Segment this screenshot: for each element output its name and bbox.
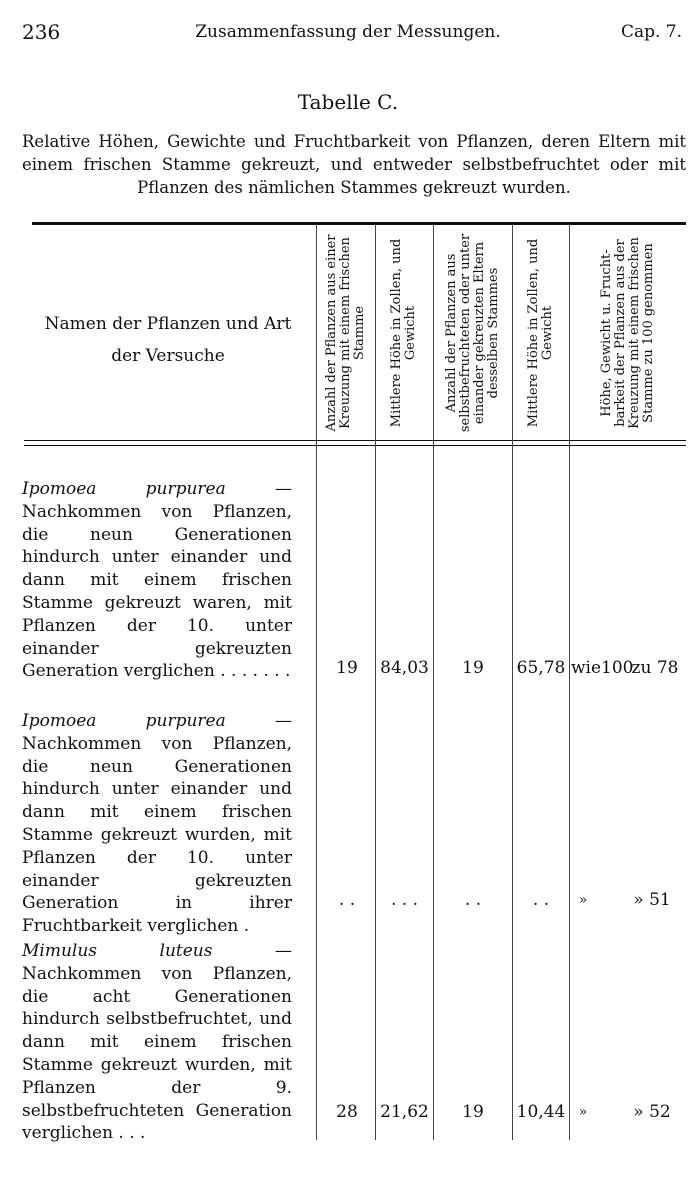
- cell-ratio-value: » 52: [633, 1102, 671, 1122]
- cell-count-self: . .: [464, 890, 482, 910]
- cell-count-fresh: . .: [338, 890, 356, 910]
- row-text: — Nachkommen von Pflanzen, die acht Generationen hindurch selbstbefruchtet, und dann mit einem frischen Stamme gekreuzt wurden, mit Pflanzen der 9. selbstbefruchteten Generation verglichen . . .: [22, 941, 292, 1144]
- table-caption: Relative Höhen, Gewichte und Fruchtbarkeit von Pflanzen, deren Eltern mit einem frischen Stamme gekreuzt, und entweder selbstbefruchtet oder mit Pflanzen des nämlichen Stammes gekreuzt wurden.: [22, 132, 686, 197]
- cell-count-fresh: 19: [336, 658, 358, 678]
- cell-height-fresh: 84,03: [380, 658, 429, 678]
- cell-ratio-prefix: »: [578, 892, 588, 908]
- column-header-count-fresh: Anzahl der Pflanzen aus einer Kreuzung mit einem frischen Stamme: [324, 234, 367, 432]
- table-title: Tabelle C.: [297, 90, 399, 114]
- cell-height-self: 65,78: [516, 658, 566, 678]
- column-header-count-self: Anzahl der Pflanzen aus selbstbefruchteten oder unter einander gekreuzten Eltern desselben Stammes: [444, 233, 501, 433]
- column-divider: [433, 224, 434, 1140]
- column-divider: [569, 224, 570, 1140]
- page-number: 236: [22, 20, 61, 44]
- cell-count-self: 19: [462, 658, 484, 678]
- cell-ratio-prefix: wie100: [571, 658, 634, 678]
- table-row-description: [22, 478, 292, 683]
- top-rule: [32, 222, 686, 225]
- column-divider: [316, 224, 317, 1140]
- column-divider: [512, 224, 513, 1140]
- row-text: — Nachkommen von Pflanzen, die neun Generationen hindurch unter einander und dann mit einem frischen Stamme gekreuzt wurden, mit Pflanzen der 10. unter einander gekreuzten Generation in ihrer Fruchtbarkeit verglichen .: [22, 711, 292, 937]
- cell-ratio-value: » 51: [633, 890, 671, 910]
- column-header-height-self: Mittlere Höhe in Zollen, und Gewicht: [526, 238, 555, 428]
- cell-height-self: 10,44: [516, 1102, 566, 1122]
- column-header-ratio: Höhe, Gewicht u. Frucht-barkeit der Pflanzen aus der Kreuzung mit einem frischen Stamme zu 100 genommen: [599, 237, 656, 429]
- species-name: Mimulus luteus: [22, 941, 213, 961]
- cell-count-self: 19: [462, 1102, 484, 1122]
- cell-height-fresh: . . .: [390, 890, 419, 910]
- column-divider: [375, 224, 376, 1140]
- cell-ratio-value: zu 78: [631, 658, 679, 678]
- table-row-description: [22, 710, 292, 938]
- column-header-height-fresh: Mittlere Höhe in Zollen, und Gewicht: [389, 238, 418, 428]
- species-name: Ipomoea purpurea: [22, 711, 226, 731]
- chapter-label: Cap. 7.: [620, 22, 682, 42]
- species-name: Ipomoea purpurea: [22, 479, 226, 499]
- cell-ratio-prefix: »: [578, 1104, 588, 1120]
- running-title: Zusammenfassung der Messungen.: [195, 22, 501, 42]
- header-rule-2: [24, 445, 686, 446]
- table-row-description: [22, 940, 292, 1145]
- column-header-name: Namen der Pflanzen und Art der Versuche: [44, 314, 292, 366]
- cell-height-self: . .: [532, 890, 550, 910]
- row-text: — Nachkommen von Pflanzen, die neun Generationen hindurch unter einander und dann mit einem frischen Stamme gekreuzt waren, mit Pflanzen der 10. unter einander gekreuzten Generation verglichen . . . . . . .: [22, 479, 292, 682]
- cell-count-fresh: 28: [336, 1102, 358, 1122]
- header-rule-1: [24, 440, 686, 441]
- cell-height-fresh: 21,62: [380, 1102, 429, 1122]
